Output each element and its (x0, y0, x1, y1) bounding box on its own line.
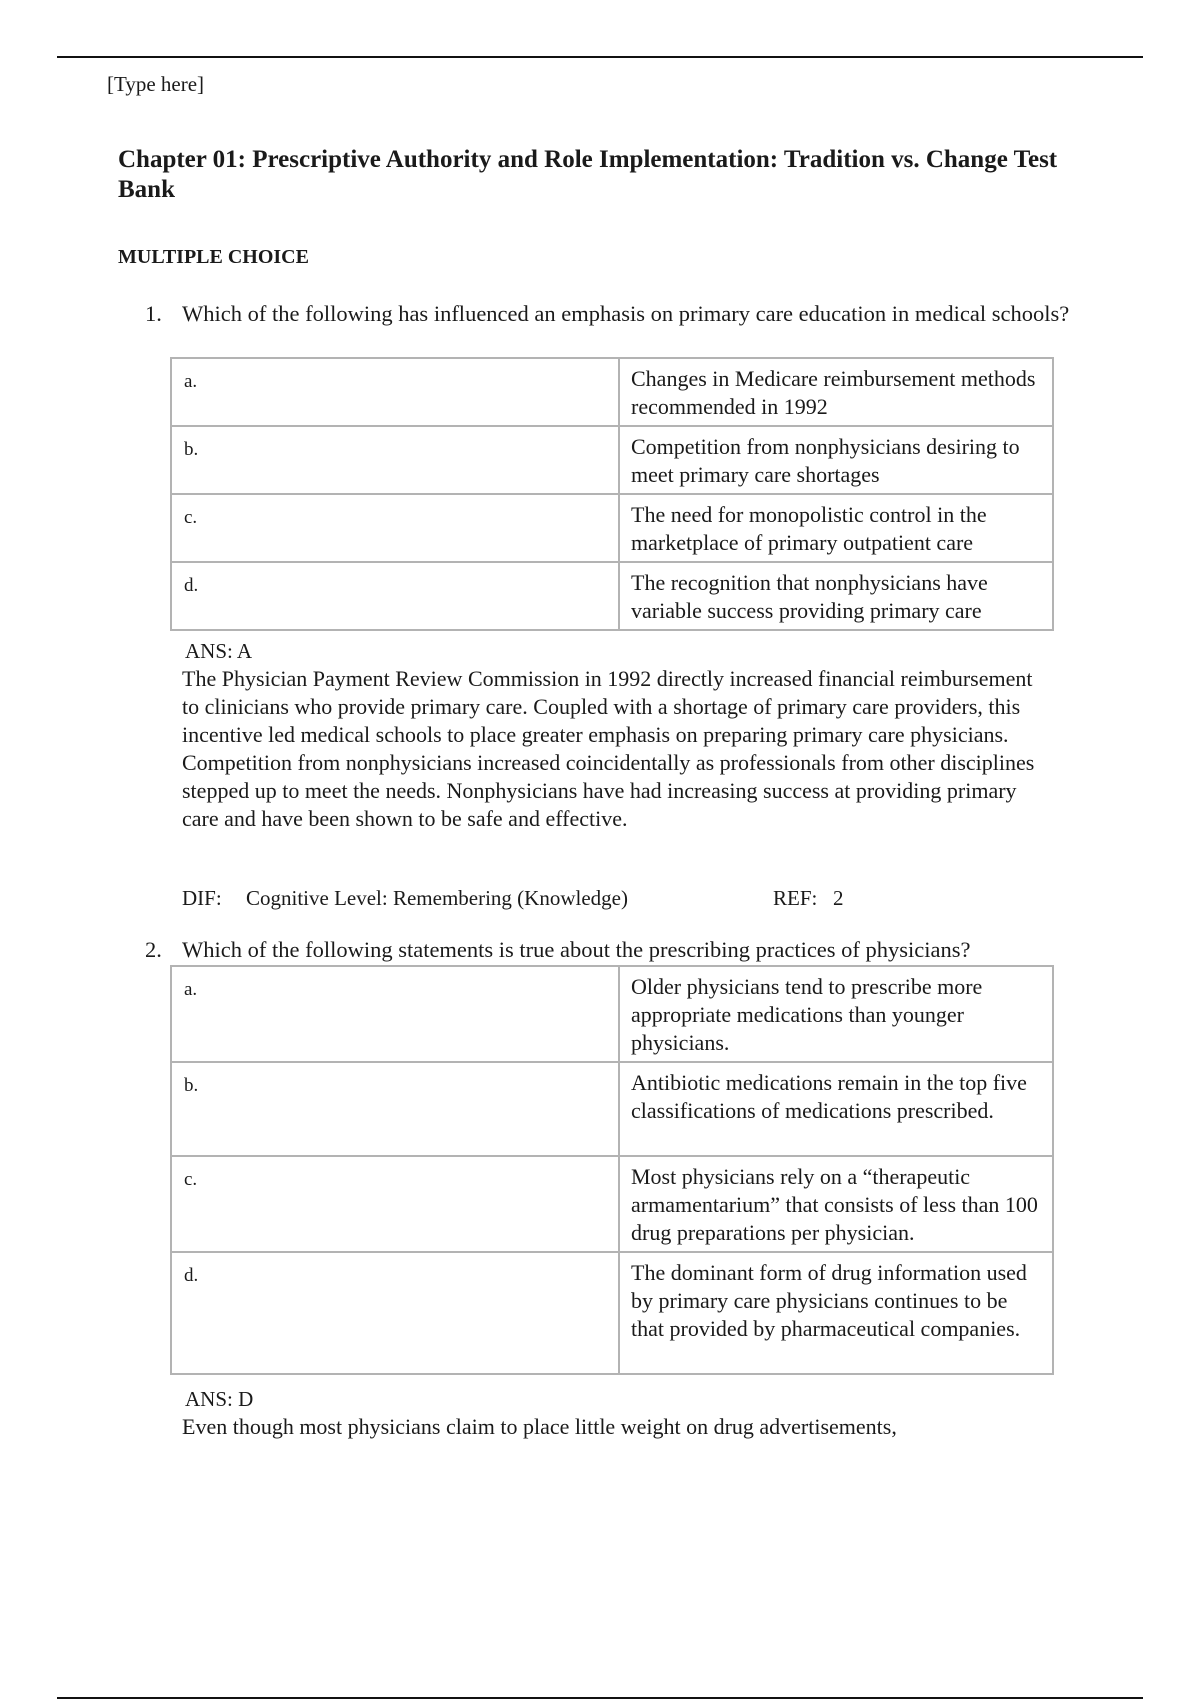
option-row (171, 494, 1053, 562)
option-letter: c. (171, 1156, 619, 1252)
option-row (171, 1156, 1053, 1252)
option-row (171, 426, 1053, 494)
option-letter: d. (171, 1252, 619, 1374)
option-letter: b. (171, 426, 619, 494)
option-text: The need for monopolistic control in the marketplace of primary outpatient care (619, 494, 1053, 562)
ref-value: 2 (833, 886, 844, 910)
question-text: Which of the following has influenced an emphasis on primary care education in medical schools? (182, 301, 1070, 326)
option-text: The dominant form of drug information used by primary care physicians continues to be that provided by pharmaceutical companies. (619, 1252, 1053, 1374)
header-rule (57, 56, 1143, 58)
option-text: Competition from nonphysicians desiring to meet primary care shortages (619, 426, 1053, 494)
option-letter: a. (171, 966, 619, 1062)
option-row (171, 966, 1053, 1062)
section-heading: MULTIPLE CHOICE (118, 246, 309, 268)
option-letter: d. (171, 562, 619, 630)
option-text: Most physicians rely on a “therapeutic armamentarium” that consists of less than 100 drug preparations per physician. (619, 1156, 1053, 1252)
question-number: 2. (145, 937, 162, 962)
option-text: The recognition that nonphysicians have variable success providing primary care (619, 562, 1053, 630)
option-row (171, 1062, 1053, 1156)
option-row (171, 1252, 1053, 1374)
page-header: [Type here] (107, 72, 205, 96)
answer-key: ANS: D (185, 1387, 254, 1411)
question-text: Which of the following statements is true about the prescribing practices of physicians? (182, 937, 971, 962)
option-letter: b. (171, 1062, 619, 1156)
answer-rationale: Even though most physicians claim to place little weight on drug advertisements, (182, 1414, 897, 1439)
option-letter: c. (171, 494, 619, 562)
option-letter: a. (171, 358, 619, 426)
option-row (171, 358, 1053, 426)
question-number: 1. (145, 301, 162, 326)
option-text: Older physicians tend to prescribe more appropriate medications than younger physicians. (619, 966, 1053, 1062)
options-table-1 (170, 357, 1054, 631)
answer-rationale: The Physician Payment Review Commission in 1992 directly increased financial reimbursement to clinicians who provide primary care. Coupled with a shortage of primary care providers, this incentive led medical schools to place greater emphasis on preparing primary care physicians. Competition from nonphysicians increased coincidentally as professionals from other disciplines stepped up to meet the needs. Nonphysicians have had increasing success at providing primary care and have been shown to be safe and effective. (182, 666, 1035, 831)
footer-rule (57, 1697, 1143, 1699)
option-text: Antibiotic medications remain in the top five classifications of medications prescribed. (619, 1062, 1053, 1156)
dif-value: Cognitive Level: Remembering (Knowledge) (246, 886, 628, 910)
answer-key: ANS: A (185, 639, 253, 663)
option-text: Changes in Medicare reimbursement methods recommended in 1992 (619, 358, 1053, 426)
dif-label: DIF: (182, 886, 222, 910)
options-table-2 (170, 965, 1054, 1375)
chapter-title: Chapter 01: Prescriptive Authority and Role Implementation: Tradition vs. Change Test Bank (118, 146, 1058, 203)
option-row (171, 562, 1053, 630)
ref-label: REF: (773, 886, 818, 910)
